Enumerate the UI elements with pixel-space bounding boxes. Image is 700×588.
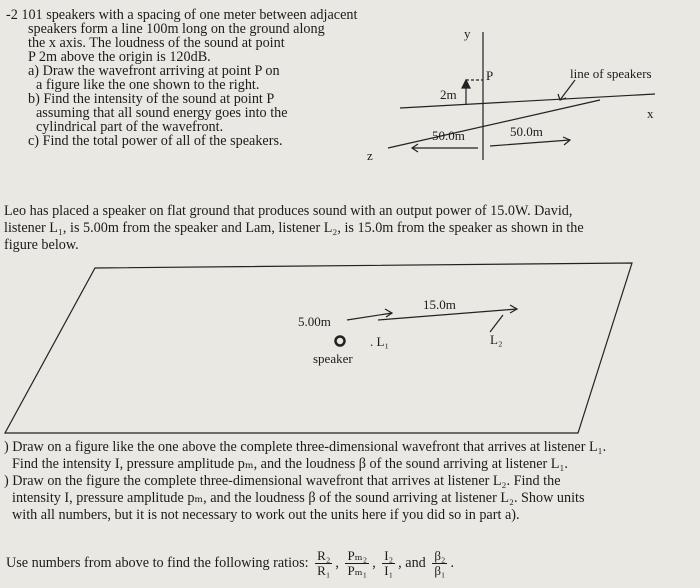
ratios-prefix: Use numbers from above to find the following ratios: [6,554,309,571]
ratio-r [315,549,332,578]
subpart-line: ) Draw on the figure the complete three-dimensional wavefront that arrives at listener L₂. Find the [4,473,561,489]
speaker-icon [336,337,345,346]
ratios-and: and [405,554,426,571]
ratio-b-den: β₁ [434,563,446,578]
problem1-line: P 2m above the origin is 120dB. [28,49,211,65]
problem2-line: Leo has placed a speaker on flat ground that produces sound with an output power of 15.0W. David, [4,203,573,219]
ratio-p-den: Pₘ₁ [347,563,368,578]
ratio-i [382,549,395,578]
line-of-speakers-label: line of speakers [570,66,652,81]
problem1-line: c) Find the total power of all of the speakers. [28,133,283,149]
y-label: y [464,26,471,41]
left-length-label: 50.0m [432,128,465,143]
problem2-line: figure below. [4,237,79,253]
ratio-p-num: Pₘ₂ [347,548,368,563]
ratios-line: Use numbers from above to find the following ratios: $\frac{\text{R₂}}{\text{R₁}}$ , $\frac{\text{Pₘ₂}}{\text{Pₘ₁}}$ , $\frac{\text{I₂}}{\text{I₁}}$ , and $\frac{\text{β₂}}{\text{β₁}}$ . [6,548,455,578]
ratio-r-den: R₁ [317,563,331,578]
l2-pointer [490,315,503,332]
subpart-line: ) Draw on a figure like the one above the complete three-dimensional wavefront that arrives at listener L₁. [4,439,607,455]
ratio-i-num: I₂ [384,548,394,563]
right-length-label: 50.0m [510,124,543,139]
problem1-line: the x axis. The loudness of the sound at point [28,35,285,51]
problem1-line: assuming that all sound energy goes into the [36,105,288,121]
ratio-r-num: R₂ [317,548,331,563]
problem1-line: a) Draw the wavefront arriving at point P on [28,63,280,79]
problem1-line: cylindrical part of the wavefront. [36,119,224,135]
ratio-p [345,549,369,578]
problem1-line: -2 101 speakers with a spacing of one meter between adjacent [6,7,358,23]
problem1-line: speakers form a line 100m long on the ground along [28,21,325,37]
ground-plane [5,263,632,433]
ratio-b-num: β₂ [434,548,446,563]
subpart-line: intensity I, pressure amplitude pₘ, and the loudness β of the sound arriving at listener L₂. Show units [12,490,585,506]
problem1-line: a figure like the one shown to the right. [36,77,260,93]
height-label: 2m [440,87,457,102]
dist2-label: 15.0m [423,297,456,312]
z-label: z [367,148,373,163]
listener1-label: . L₁ [370,334,389,349]
dist1-label: 5.00m [298,314,331,329]
subparts-text [4,440,606,525]
speaker-label: speaker [313,351,353,366]
x-label: x [647,106,654,121]
problem1-line: b) Find the intensity of the sound at point P [28,91,275,107]
subpart-line: with all numbers, but it is not necessary to work out the units here if you did so in part a). [12,507,520,523]
subpart-line: Find the intensity I, pressure amplitude pₘ, and the loudness β of the sound arriving at listener L₁. [12,456,568,472]
ratio-b [432,549,447,578]
p-label: P [486,68,494,83]
listener2-label: L₂ [490,332,503,347]
ratio-i-den: I₁ [384,563,394,578]
problem2-line: listener L₁, is 5.00m from the speaker and Lam, listener L₂, is 15.0m from the speaker as shown in the [4,220,584,236]
